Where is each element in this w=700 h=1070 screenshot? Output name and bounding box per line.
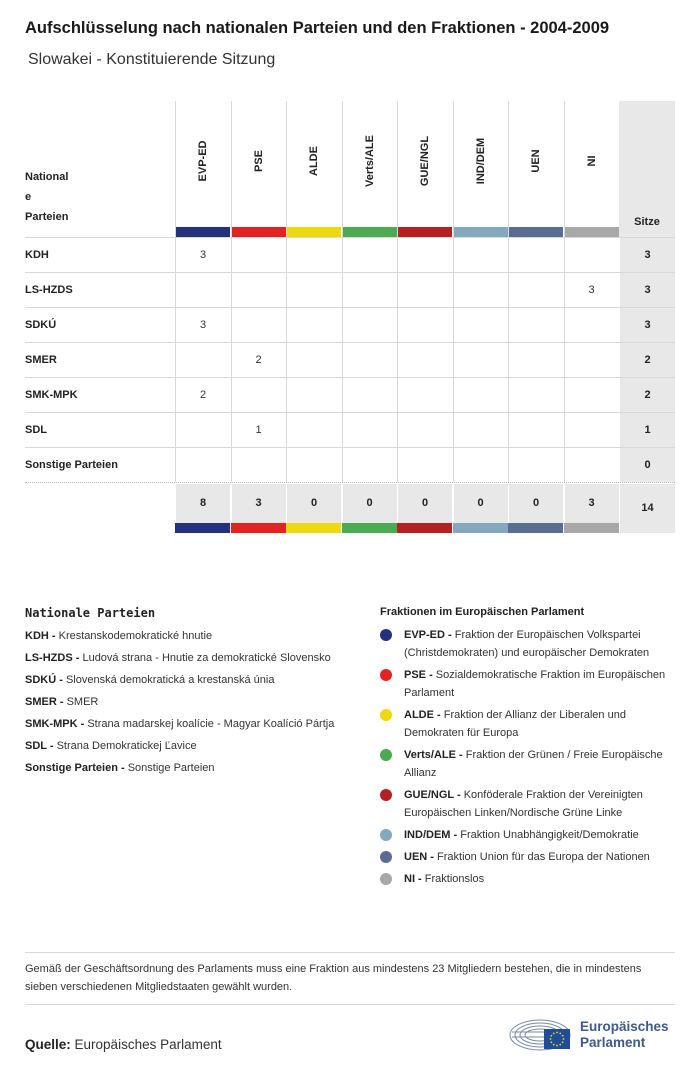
group-column-header <box>397 101 452 237</box>
divider <box>25 952 675 953</box>
totals-row <box>25 482 675 532</box>
seat-cell <box>397 273 452 307</box>
seat-cell <box>397 448 452 482</box>
page-subtitle: Slowakei - Konstituierende Sitzung <box>28 51 276 68</box>
party-legend-item: LS-HZDS - Ludová strana - Hnutie za demokratické Slovensko <box>25 652 331 664</box>
table-row <box>25 272 675 307</box>
table-body <box>25 237 675 482</box>
group-legend-item: IND/DEM - Fraktion Unabhängigkeit/Demokratie <box>380 826 680 844</box>
group-color-bar <box>508 523 563 533</box>
group-color-dot-icon <box>380 709 392 721</box>
seat-cell <box>508 378 563 412</box>
seat-cell <box>286 413 341 447</box>
seat-cell <box>564 238 619 272</box>
group-color-bar <box>232 227 286 237</box>
seat-cell <box>342 378 397 412</box>
row-total: 2 <box>619 378 675 412</box>
group-legend-item: EVP-ED - Fraktion der Europäischen Volkspartei (Christdemokraten) und europäischer Demokraten <box>380 626 680 662</box>
group-color-bar <box>454 227 508 237</box>
group-legend-item: NI - Fraktionslos <box>380 870 680 888</box>
row-total: 3 <box>619 273 675 307</box>
grand-total: 14 <box>619 484 675 533</box>
party-name: SDL <box>25 424 47 436</box>
group-color-dot-icon <box>380 873 392 885</box>
table-header <box>25 101 675 237</box>
seat-cell <box>342 413 397 447</box>
group-color-dot-icon <box>380 669 392 681</box>
seat-cell <box>342 273 397 307</box>
seat-cell: 3 <box>564 273 619 307</box>
logo-wordmark: Europäisches Parlament <box>580 1019 669 1050</box>
seat-cell: 2 <box>175 378 230 412</box>
seat-cell <box>231 273 286 307</box>
group-legend-item: GUE/NGL - Konföderale Fraktion der Vereinigten Europäischen Linken/Nordische Grüne Linke <box>380 786 680 822</box>
seat-cell <box>453 273 508 307</box>
seat-cell <box>286 238 341 272</box>
groups-heading: Fraktionen im Europäischen Parlament <box>380 606 585 618</box>
group-color-bar <box>342 523 397 533</box>
footnote: Gemäß der Geschäftsordnung des Parlaments muss eine Fraktion aus mindestens 23 Mitgliedern bestehen, die in mindestens sieben verschiedenen Mitgliedstaaten gewählt wurden. <box>25 963 642 993</box>
group-legend-item: UEN - Fraktion Union für das Europa der Nationen <box>380 848 680 866</box>
seat-cell <box>397 343 452 377</box>
eu-star-icon <box>556 1045 558 1047</box>
group-total: 3 <box>231 484 286 523</box>
national-parties-heading: Nationale Parteien <box>25 606 156 620</box>
seat-cell: 3 <box>175 238 230 272</box>
seat-cell <box>453 448 508 482</box>
seat-cell <box>231 378 286 412</box>
table-row <box>25 377 675 412</box>
party-name: SMK-MPK <box>25 389 78 401</box>
eu-star-icon <box>553 1032 555 1034</box>
seat-cell: 3 <box>175 308 230 342</box>
party-legend-item: SMER - SMER <box>25 696 99 708</box>
seat-cell <box>564 378 619 412</box>
seat-cell <box>453 378 508 412</box>
party-column-header: National e Parteien <box>25 171 69 223</box>
eu-star-icon <box>550 1035 552 1037</box>
seat-cell <box>231 448 286 482</box>
group-total: 0 <box>342 484 397 523</box>
group-color-bar <box>397 523 452 533</box>
eu-star-icon <box>559 1044 561 1046</box>
eu-star-icon <box>550 1038 552 1040</box>
group-legend-item: PSE - Sozialdemokratische Fraktion im Europäischen Parlament <box>380 666 680 702</box>
eu-star-icon <box>550 1041 552 1043</box>
seat-cell <box>397 413 452 447</box>
group-color-dot-icon <box>380 829 392 841</box>
table-row <box>25 237 675 272</box>
eu-star-icon <box>562 1035 564 1037</box>
group-label: UEN <box>530 149 542 173</box>
seat-cell <box>397 308 452 342</box>
seat-cell <box>453 343 508 377</box>
party-legend-item: SDL - Strana Demokratickej Ľavice <box>25 740 197 752</box>
party-name: KDH <box>25 249 49 261</box>
group-total: 0 <box>286 484 341 523</box>
party-name: SMER <box>25 354 57 366</box>
seat-cell <box>342 343 397 377</box>
seat-cell <box>508 238 563 272</box>
group-total: 3 <box>564 484 619 523</box>
source-line <box>25 1037 222 1052</box>
group-color-bar <box>175 523 230 533</box>
party-legend-item: Sonstige Parteien - Sonstige Parteien <box>25 762 215 774</box>
seat-cell <box>342 448 397 482</box>
group-label: NI <box>585 155 598 167</box>
row-total: 2 <box>619 343 675 377</box>
table-row <box>25 307 675 342</box>
group-color-dot-icon <box>380 629 392 641</box>
seat-cell <box>342 308 397 342</box>
group-color-bar <box>231 523 286 533</box>
table-row <box>25 412 675 447</box>
group-column-header <box>564 101 619 237</box>
group-color-dot-icon <box>380 851 392 863</box>
row-total: 1 <box>619 413 675 447</box>
group-legend-item: Verts/ALE - Fraktion der Grünen / Freie Europäische Allianz <box>380 746 680 782</box>
eu-star-icon <box>556 1032 558 1034</box>
seat-cell <box>231 238 286 272</box>
group-column-header <box>286 101 341 237</box>
seat-table <box>25 101 675 532</box>
seats-column-header: Sitze <box>619 101 675 237</box>
source-value: Europäisches Parlament <box>74 1037 222 1052</box>
group-color-dot-icon <box>380 749 392 761</box>
seat-cell <box>175 343 230 377</box>
europarl-logo <box>508 1015 678 1055</box>
seat-cell <box>564 343 619 377</box>
party-name: Sonstige Parteien <box>25 459 118 471</box>
seat-cell <box>286 378 341 412</box>
seat-cell <box>508 273 563 307</box>
group-color-bar <box>564 523 619 533</box>
group-total: 0 <box>508 484 563 523</box>
group-column-header <box>231 101 286 237</box>
group-total: 0 <box>453 484 508 523</box>
table-row <box>25 342 675 377</box>
groups-legend <box>380 606 680 892</box>
party-name: SDKÚ <box>25 319 57 331</box>
seat-cell <box>397 238 452 272</box>
table-row <box>25 447 675 482</box>
seat-cell <box>508 343 563 377</box>
group-label: EVP-ED <box>197 140 209 182</box>
group-column-header <box>453 101 508 237</box>
row-total: 0 <box>619 448 675 482</box>
divider <box>25 1004 675 1005</box>
national-parties-legend <box>25 606 345 781</box>
group-color-bar <box>398 227 452 237</box>
party-legend-item: SMK-MPK - Strana madarskej koalície - Magyar Koalíció Pártja <box>25 718 335 730</box>
group-color-bar <box>287 227 341 237</box>
seat-cell: 1 <box>231 413 286 447</box>
group-total: 8 <box>175 484 230 523</box>
group-legend-item: ALDE - Fraktion der Allianz der Liberalen und Demokraten für Europa <box>380 706 680 742</box>
seat-cell <box>231 308 286 342</box>
row-total: 3 <box>619 238 675 272</box>
group-color-bar <box>565 227 619 237</box>
group-label: PSE <box>252 149 265 173</box>
group-color-bar <box>343 227 397 237</box>
seat-cell: 2 <box>231 343 286 377</box>
seat-cell <box>397 378 452 412</box>
eu-star-icon <box>553 1044 555 1046</box>
group-column-header <box>175 101 230 237</box>
eu-star-icon <box>559 1032 561 1034</box>
party-legend-item: SDKÚ - Slovenská demokratická a krestanská únia <box>25 674 275 686</box>
group-color-bar <box>286 523 341 533</box>
row-total: 3 <box>619 308 675 342</box>
group-label: GUE/NGL <box>419 135 431 187</box>
group-color-bar <box>453 523 508 533</box>
group-total: 0 <box>397 484 452 523</box>
group-column-header <box>508 101 563 237</box>
group-label: Verts/ALE <box>363 135 376 187</box>
party-legend-item: KDH - Krestanskodemokratické hnutie <box>25 630 213 642</box>
party-name: LS-HZDS <box>25 284 73 296</box>
group-label: ALDE <box>308 146 320 176</box>
seat-cell <box>175 413 230 447</box>
seat-cell <box>342 238 397 272</box>
seat-cell <box>508 448 563 482</box>
group-color-bar <box>509 227 563 237</box>
seat-cell <box>564 448 619 482</box>
group-column-header <box>342 101 397 237</box>
seat-cell <box>286 273 341 307</box>
seat-cell <box>508 308 563 342</box>
group-color-bar <box>176 227 230 237</box>
page-title: Aufschlüsselung nach nationalen Parteien und den Fraktionen - 2004-2009 <box>25 19 610 37</box>
seat-cell <box>175 448 230 482</box>
seat-cell <box>453 413 508 447</box>
seat-cell <box>508 413 563 447</box>
parliament-hemicycle-icon <box>508 1015 576 1055</box>
group-label: IND/DEM <box>474 137 487 185</box>
group-color-dot-icon <box>380 789 392 801</box>
seat-cell <box>453 238 508 272</box>
seat-cell <box>175 273 230 307</box>
seat-cell <box>564 308 619 342</box>
seat-cell <box>564 413 619 447</box>
eu-star-icon <box>562 1041 564 1043</box>
seat-cell <box>453 308 508 342</box>
eu-star-icon <box>563 1038 565 1040</box>
seat-cell <box>286 343 341 377</box>
seat-cell <box>286 308 341 342</box>
seat-cell <box>286 448 341 482</box>
source-label: Quelle: <box>25 1037 71 1052</box>
